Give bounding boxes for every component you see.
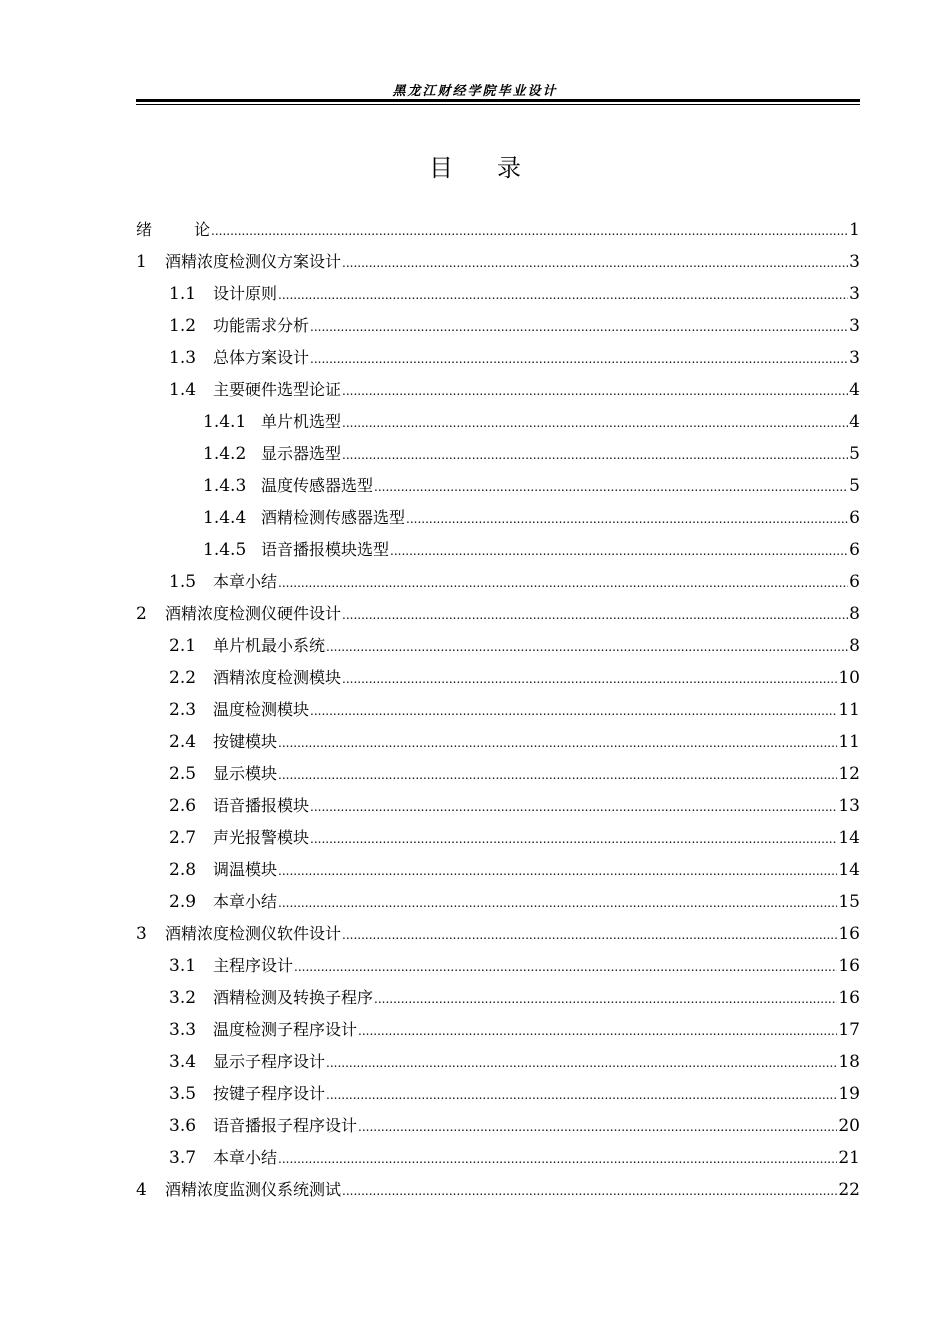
toc-entry[interactable] (136, 918, 860, 950)
toc-entry[interactable] (136, 566, 860, 598)
toc-entry[interactable] (136, 1078, 860, 1110)
toc-entry-number: 2.6 (169, 796, 197, 816)
toc-entry[interactable] (136, 694, 860, 726)
toc-entry-label: 调温模块 (213, 860, 278, 879)
toc-entry-label: 按键子程序设计 (213, 1084, 326, 1103)
toc-title-char-1: 目 (429, 154, 453, 182)
toc-entry-number: 2 (136, 604, 147, 624)
toc-entry-intro[interactable] (136, 214, 860, 246)
toc-entry[interactable] (136, 1174, 860, 1206)
toc-entry-label: 显示子程序设计 (213, 1052, 326, 1071)
toc-leader-dots (310, 791, 837, 823)
toc-entry-label: 温度检测模块 (213, 700, 310, 719)
toc-entry-label: 主程序设计 (213, 956, 294, 975)
toc-entry[interactable] (136, 1110, 860, 1142)
toc-entry[interactable] (136, 342, 860, 374)
toc-leader-dots (211, 215, 848, 247)
toc-leader-dots (342, 1175, 837, 1207)
toc-entry[interactable] (136, 502, 860, 534)
toc-entry-label: 声光报警模块 (213, 828, 310, 847)
toc-intro-char-1: 绪 (136, 220, 153, 239)
toc-entry-page: 16 (838, 924, 860, 944)
toc-entry-page: 3 (849, 284, 860, 304)
toc-entry-number: 2.9 (169, 892, 197, 912)
toc-intro-char-2: 论 (194, 220, 211, 239)
header-rule-thick (136, 99, 860, 102)
toc-entry[interactable] (136, 278, 860, 310)
toc-leader-dots (278, 855, 837, 887)
toc-leader-dots (342, 375, 848, 407)
toc-entry[interactable] (136, 790, 860, 822)
toc-entry-label: 设计原则 (213, 284, 278, 303)
toc-entry-page: 16 (838, 956, 860, 976)
toc-entry-number: 1.5 (169, 572, 197, 592)
toc-leader-dots (326, 631, 848, 663)
toc-leader-dots (342, 247, 848, 279)
toc-entry-label: 温度检测子程序设计 (213, 1020, 358, 1039)
toc-entry-label: 单片机最小系统 (213, 636, 326, 655)
toc-entry-page: 4 (849, 380, 860, 400)
toc-entry-number: 3.7 (169, 1148, 197, 1168)
toc-entry-number: 3.3 (169, 1020, 197, 1040)
toc-entry[interactable] (136, 758, 860, 790)
toc-entry-page: 14 (838, 860, 860, 880)
toc-entry-page: 6 (849, 572, 860, 592)
header-rule-thin (136, 104, 860, 105)
toc-entry[interactable] (136, 822, 860, 854)
toc-entry-label: 酒精浓度检测仪软件设计 (165, 924, 342, 943)
toc-entry-label: 酒精浓度检测仪方案设计 (165, 252, 342, 271)
toc-leader-dots (310, 695, 837, 727)
toc-entry-label: 语音播报模块选型 (261, 540, 390, 559)
toc-entry-page: 15 (838, 892, 860, 912)
toc-entry-number: 1.3 (169, 348, 197, 368)
toc-entry-page: 4 (849, 412, 860, 432)
toc-title-char-2: 录 (497, 154, 521, 182)
toc-leader-dots (406, 503, 848, 535)
toc-entry-number: 1 (136, 252, 147, 272)
toc-entry[interactable] (136, 1142, 860, 1174)
toc-leader-dots (310, 311, 848, 343)
toc-entry-number: 2.4 (169, 732, 197, 752)
toc-entry-number: 4 (136, 1180, 147, 1200)
toc-entry-page: 10 (838, 668, 860, 688)
toc-entry[interactable] (136, 534, 860, 566)
toc-entry-number: 1.1 (169, 284, 197, 304)
toc-entry-number: 2.1 (169, 636, 197, 656)
toc-entry-page: 5 (849, 476, 860, 496)
toc-leader-dots (358, 1015, 837, 1047)
toc-entry-number: 2.5 (169, 764, 197, 784)
toc-leader-dots (278, 727, 837, 759)
toc-entry-page: 11 (838, 732, 860, 752)
toc-entry-number: 3.1 (169, 956, 197, 976)
toc-entry[interactable] (136, 406, 860, 438)
toc-entry[interactable] (136, 662, 860, 694)
toc-entry[interactable] (136, 854, 860, 886)
toc-entry-label: 主要硬件选型论证 (213, 380, 342, 399)
toc-entry-page: 21 (838, 1148, 860, 1168)
toc-entry-number: 1.4.2 (203, 444, 247, 464)
toc-entry-page: 3 (849, 252, 860, 272)
toc-entry-number: 1.4.5 (203, 540, 247, 560)
toc-entry-page: 17 (838, 1020, 860, 1040)
toc-entry-label: 显示模块 (213, 764, 278, 783)
toc-entry-page: 8 (849, 604, 860, 624)
toc-entry-label: 功能需求分析 (213, 316, 310, 335)
toc-entry-label: 酒精检测传感器选型 (261, 508, 406, 527)
toc-leader-dots (278, 759, 837, 791)
toc-leader-dots (278, 279, 848, 311)
toc-entry-page: 19 (838, 1084, 860, 1104)
toc-entry-number: 2.3 (169, 700, 197, 720)
toc-entry-number: 1.2 (169, 316, 197, 336)
toc-entry[interactable] (136, 982, 860, 1014)
toc-entry-number: 3.4 (169, 1052, 197, 1072)
toc-entry[interactable] (136, 886, 860, 918)
toc-entry-page: 3 (849, 316, 860, 336)
toc-entry-page: 18 (838, 1052, 860, 1072)
toc-entry-page: 12 (838, 764, 860, 784)
toc-entry-number: 1.4.3 (203, 476, 247, 496)
toc-leader-dots (278, 1143, 837, 1175)
toc-title (0, 148, 950, 183)
toc-entry-label: 本章小结 (213, 1148, 278, 1167)
toc-leader-dots (310, 343, 848, 375)
toc-entry-page: 6 (849, 540, 860, 560)
toc-entry[interactable] (136, 438, 860, 470)
toc-leader-dots (358, 1111, 837, 1143)
toc-entry-number: 1.4.1 (203, 412, 247, 432)
page-header-title: 黑龙江财经学院毕业设计 (392, 84, 558, 99)
toc-leader-dots (342, 663, 837, 695)
toc-entry-page: 8 (849, 636, 860, 656)
toc-entry[interactable] (136, 374, 860, 406)
toc-leader-dots (310, 823, 837, 855)
toc-entry[interactable] (136, 470, 860, 502)
toc-entry-number: 2.8 (169, 860, 197, 880)
toc-entry-label: 本章小结 (213, 572, 278, 591)
toc-entry-number: 2.7 (169, 828, 197, 848)
toc-entry-label: 酒精浓度检测模块 (213, 668, 342, 687)
toc-entry-number: 1.4.4 (203, 508, 247, 528)
toc-entry-label: 语音播报子程序设计 (213, 1116, 358, 1135)
toc-entry-number: 3.2 (169, 988, 197, 1008)
toc-entry[interactable] (136, 310, 860, 342)
toc-entry-page: 6 (849, 508, 860, 528)
toc-entry-label: 温度传感器选型 (261, 476, 374, 495)
toc-entry-label: 单片机选型 (261, 412, 342, 431)
toc-entry-page: 5 (849, 444, 860, 464)
toc-entry[interactable] (136, 950, 860, 982)
toc-entry-label: 按键模块 (213, 732, 278, 751)
table-of-contents (136, 214, 860, 1206)
toc-entry[interactable] (136, 246, 860, 278)
toc-entry-page: 11 (838, 700, 860, 720)
toc-entry-label: 酒精浓度检测仪硬件设计 (165, 604, 342, 623)
toc-leader-dots (342, 439, 848, 471)
toc-leader-dots (390, 535, 848, 567)
toc-entry-label: 显示器选型 (261, 444, 342, 463)
toc-entry[interactable] (136, 1046, 860, 1078)
toc-entry[interactable] (136, 726, 860, 758)
toc-entry-page: 20 (838, 1116, 860, 1136)
toc-entry-page: 13 (838, 796, 860, 816)
toc-entry-number: 3 (136, 924, 147, 944)
toc-leader-dots (342, 919, 837, 951)
toc-leader-dots (278, 567, 848, 599)
toc-entry-number: 2.2 (169, 668, 197, 688)
toc-leader-dots (294, 951, 837, 983)
toc-leader-dots (326, 1079, 837, 1111)
toc-entry-page: 1 (849, 220, 860, 240)
toc-leader-dots (374, 983, 837, 1015)
toc-entry[interactable] (136, 598, 860, 630)
toc-entry[interactable] (136, 1014, 860, 1046)
toc-leader-dots (278, 887, 837, 919)
toc-leader-dots (342, 407, 848, 439)
toc-entry-number: 1.4 (169, 380, 197, 400)
toc-entry-number: 3.6 (169, 1116, 197, 1136)
toc-entry-label: 本章小结 (213, 892, 278, 911)
toc-entry-page: 3 (849, 348, 860, 368)
toc-entry-label: 语音播报模块 (213, 796, 310, 815)
toc-leader-dots (326, 1047, 837, 1079)
toc-entry[interactable] (136, 630, 860, 662)
toc-leader-dots (342, 599, 848, 631)
toc-entry-number: 3.5 (169, 1084, 197, 1104)
toc-entry-label: 酒精检测及转换子程序 (213, 988, 374, 1007)
toc-entry-page: 14 (838, 828, 860, 848)
toc-entry-page: 16 (838, 988, 860, 1008)
toc-entry-label: 总体方案设计 (213, 348, 310, 367)
toc-entry-page: 22 (838, 1180, 860, 1200)
toc-leader-dots (374, 471, 848, 503)
toc-entry-label: 酒精浓度监测仪系统测试 (165, 1180, 342, 1199)
